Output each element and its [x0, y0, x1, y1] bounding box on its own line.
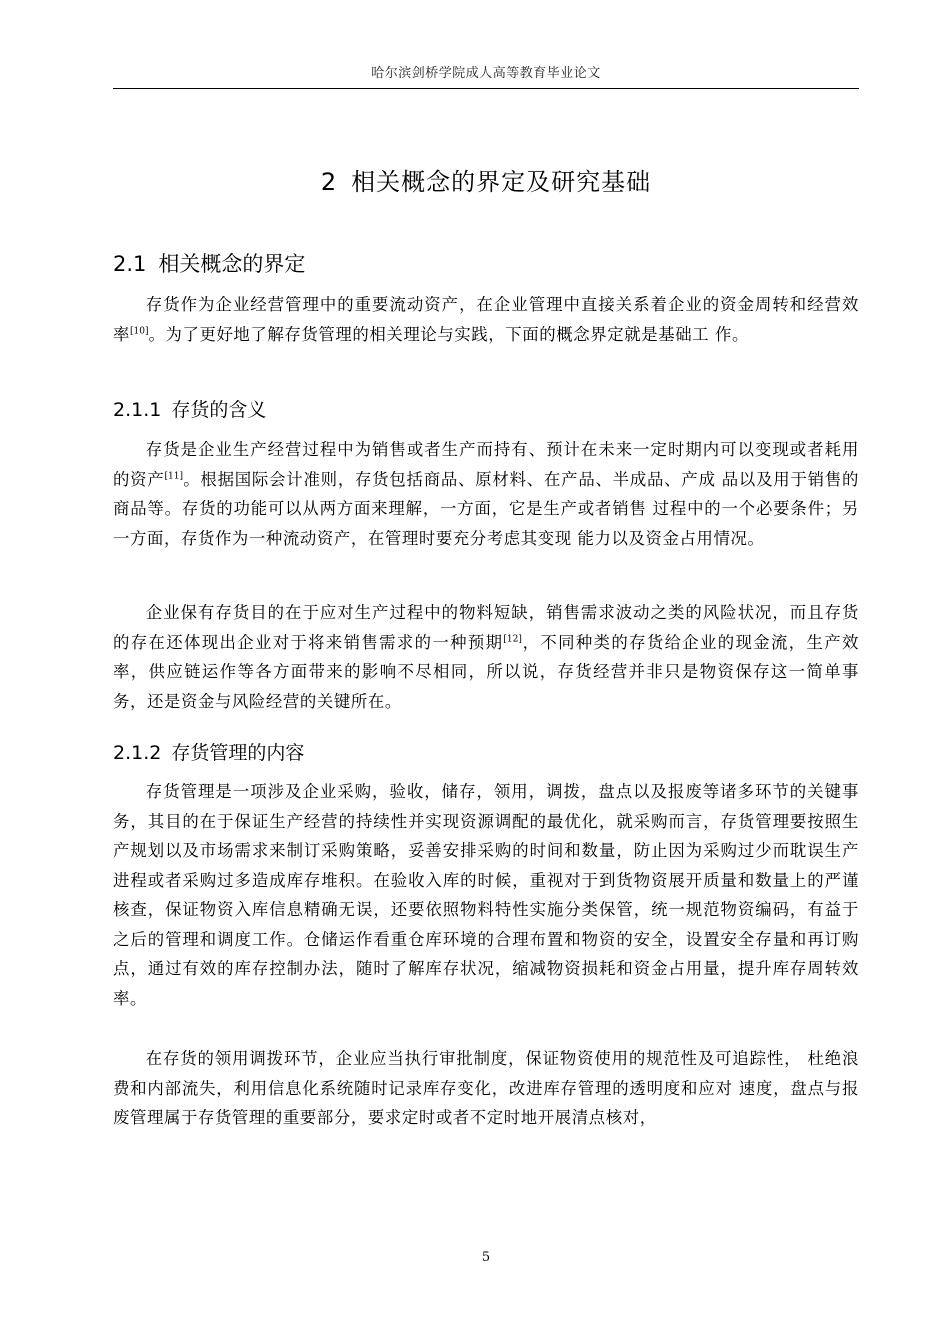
subsection-heading-2-1-2: [113, 738, 304, 765]
paragraph-2: [113, 435, 859, 553]
citation: [12]: [503, 634, 522, 645]
paragraph-text: 。根据国际会计准则，存货包括商品、原材料、在产品、半成品、产成 品以及用于销售的商品等。存货的功能可以从两方面来理解，一方面，它是生产或者销售 过程中的一个必要条件；另一方面，存货作为一种流动资产，在管理时要充分考虑其变现 能力以及资金占用情况。: [113, 469, 859, 548]
section-number: 2.1: [113, 252, 147, 276]
running-header: 哈尔滨剑桥学院成人高等教育毕业论文: [371, 66, 601, 81]
header-rule: [113, 88, 859, 89]
subsection-heading-2-1-1: [113, 395, 266, 422]
section-title: 相关概念的界定: [158, 252, 306, 276]
subsection-number: 2.1.1: [113, 399, 162, 421]
chapter-number: 2: [320, 168, 338, 196]
citation: [10]: [130, 326, 149, 337]
citation: [11]: [164, 471, 184, 482]
paragraph-3: [113, 598, 859, 716]
page-number: 5: [481, 1250, 491, 1265]
paragraph-1: [113, 290, 859, 349]
paragraph-text: 。为了更好地了解存货管理的相关理论与实践，下面的概念界定就是基础工 作。: [148, 324, 749, 344]
subsection-title: 存货管理的内容: [171, 742, 305, 764]
paragraph-text: 存货是企业生产经营过程中为销售或者生产而持有、预计在未来一定时期内可以变现或者耗用的资产: [113, 440, 859, 489]
paragraph-text: 存货作为企业经营管理中的重要流动资产，在企业管理中直接关系着企业的资金周转和经营效率: [113, 295, 859, 344]
paragraph-4: 存货管理是一项涉及企业采购，验收，储存，领用，调拨，盘点以及报废等诸多环节的关键事务，其目的在于保证生产经营的持续性并实现资源调配的最优化，就采购而言，存货管理要按照生产规划以及市场需求来制订采购策略，妥善安排采购的时间和数量，防止因为采购过少而耽误生产进程或者采购过多造成库存堆积。在验收入库的时候，重视对于到货物资展开质量和数量上的严谨核查，保证物资入库信息精确无误，还要依照物料特性实施分类保管，统一规范物资编码，有益于之后的管理和调度工作。仓储运作看重仓库环境的合理布置和物资的安全，设置安全存量和再订购点，通过有效的库存控制办法，随时了解库存状况，缩减物资损耗和资金占用量，提升库存周转效率。: [113, 782, 859, 1008]
paragraph-text: ，不同种类的存货给企业的现金流，生产效率，供应链运作等各方面带来的影响不尽相同，所以说，存货经营并非只是物资保存这一简单事务，还是资金与风险经营的关键所在。: [113, 632, 859, 711]
paragraph-5: 在存货的领用调拨环节，企业应当执行审批制度，保证物资使用的规范性及可追踪性， 杜绝浪费和内部流失，利用信息化系统随时记录库存变化，改进库存管理的透明度和应对 速度，盘点与报废管理属于存货管理的重要部分，要求定时或者不定时地开展清点核对，: [113, 1049, 859, 1127]
chapter-title: 相关概念的界定及研究基础: [351, 168, 652, 196]
section-heading-2-1: [113, 248, 305, 278]
paragraph-text: 企业保有存货目的在于应对生产过程中的物料短缺，销售需求波动之类的风险状况，而且存货的存在还体现出企业对于将来销售需求的一种预期: [113, 603, 859, 652]
subsection-title: 存货的含义: [171, 399, 267, 421]
subsection-number: 2.1.2: [113, 742, 162, 764]
chapter-heading: [113, 162, 859, 197]
